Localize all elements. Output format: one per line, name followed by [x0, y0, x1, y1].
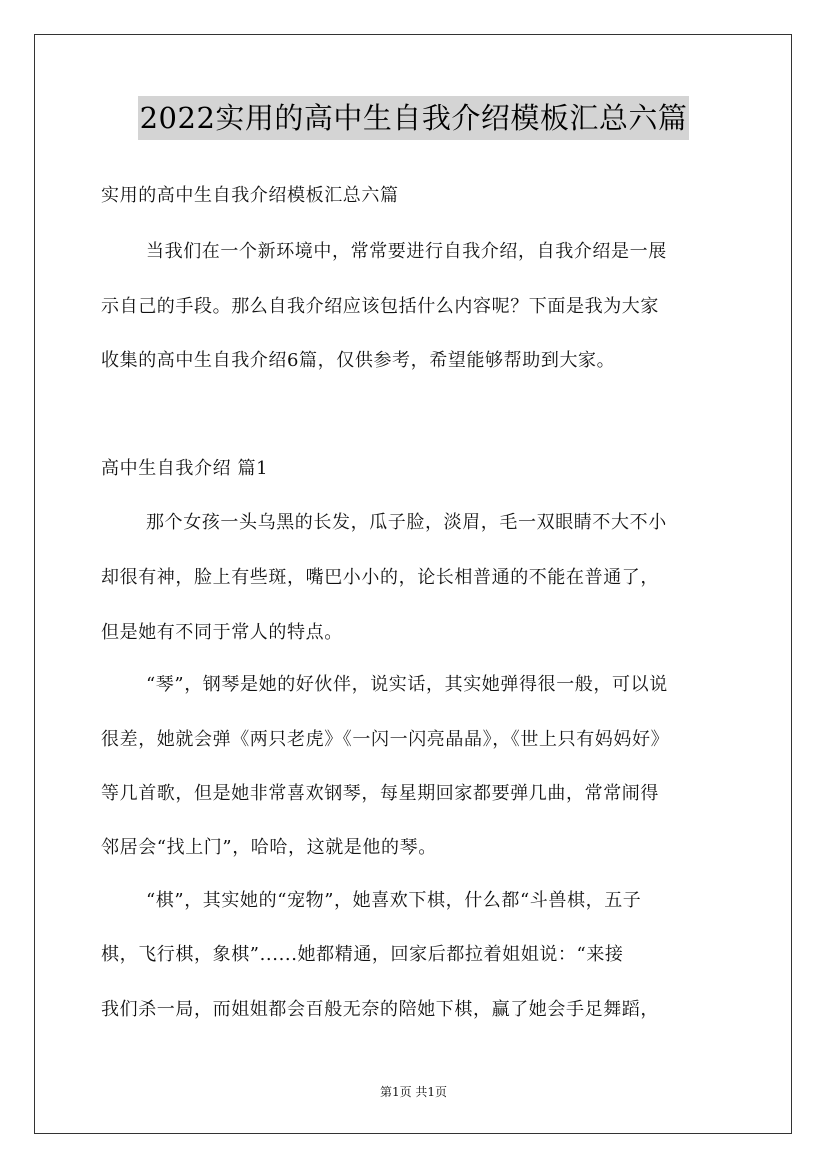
document-title: 2022实用的高中生自我介绍模板汇总六篇 [138, 96, 690, 140]
paragraph-line: “琴”，钢琴是她的好伙伴，说实话，其实她弹得很一般，可以说 [146, 674, 668, 695]
paragraph-line: 邻居会“找上门”，哈哈，这就是他的琴。 [101, 837, 437, 858]
intro-line: 当我们在一个新环境中，常常要进行自我介绍，自我介绍是一展 [146, 241, 667, 262]
paragraph-line: 却很有神，脸上有些斑，嘴巴小小的，论长相普通的不能在普通了， [101, 567, 659, 588]
subtitle: 实用的高中生自我介绍模板汇总六篇 [101, 185, 399, 206]
paragraph-line: 棋，飞行棋，象棋”......她都精通，回家后都拉着姐姐说：“来接 [101, 944, 624, 965]
intro-line: 示自己的手段。那么自我介绍应该包括什么内容呢？下面是我为大家 [101, 296, 659, 317]
paragraph-line: 很差，她就会弹《两只老虎》《一闪一闪亮晶晶》，《世上只有妈妈好》 [101, 729, 670, 750]
paragraph-line: “棋”，其实她的“宠物”，她喜欢下棋，什么都“斗兽棋，五子 [146, 890, 642, 911]
page-footer: 第1页 共1页 [379, 1085, 448, 1099]
paragraph-line: 那个女孩一头乌黑的长发，瓜子脸，淡眉，毛一双眼睛不大不小 [146, 512, 667, 533]
intro-line: 收集的高中生自我介绍6篇，仅供参考，希望能够帮助到大家。 [101, 350, 616, 371]
paragraph-line: 我们杀一局，而姐姐都会百般无奈的陪她下棋，赢了她会手足舞蹈， [101, 999, 659, 1020]
paragraph-line: 但是她有不同于常人的特点。 [101, 622, 343, 643]
section-heading: 高中生自我介绍 篇1 [101, 458, 269, 479]
title-container [0, 96, 827, 140]
paragraph-line: 等几首歌，但是她非常喜欢钢琴，每星期回家都要弹几曲，常常闹得 [101, 783, 659, 804]
